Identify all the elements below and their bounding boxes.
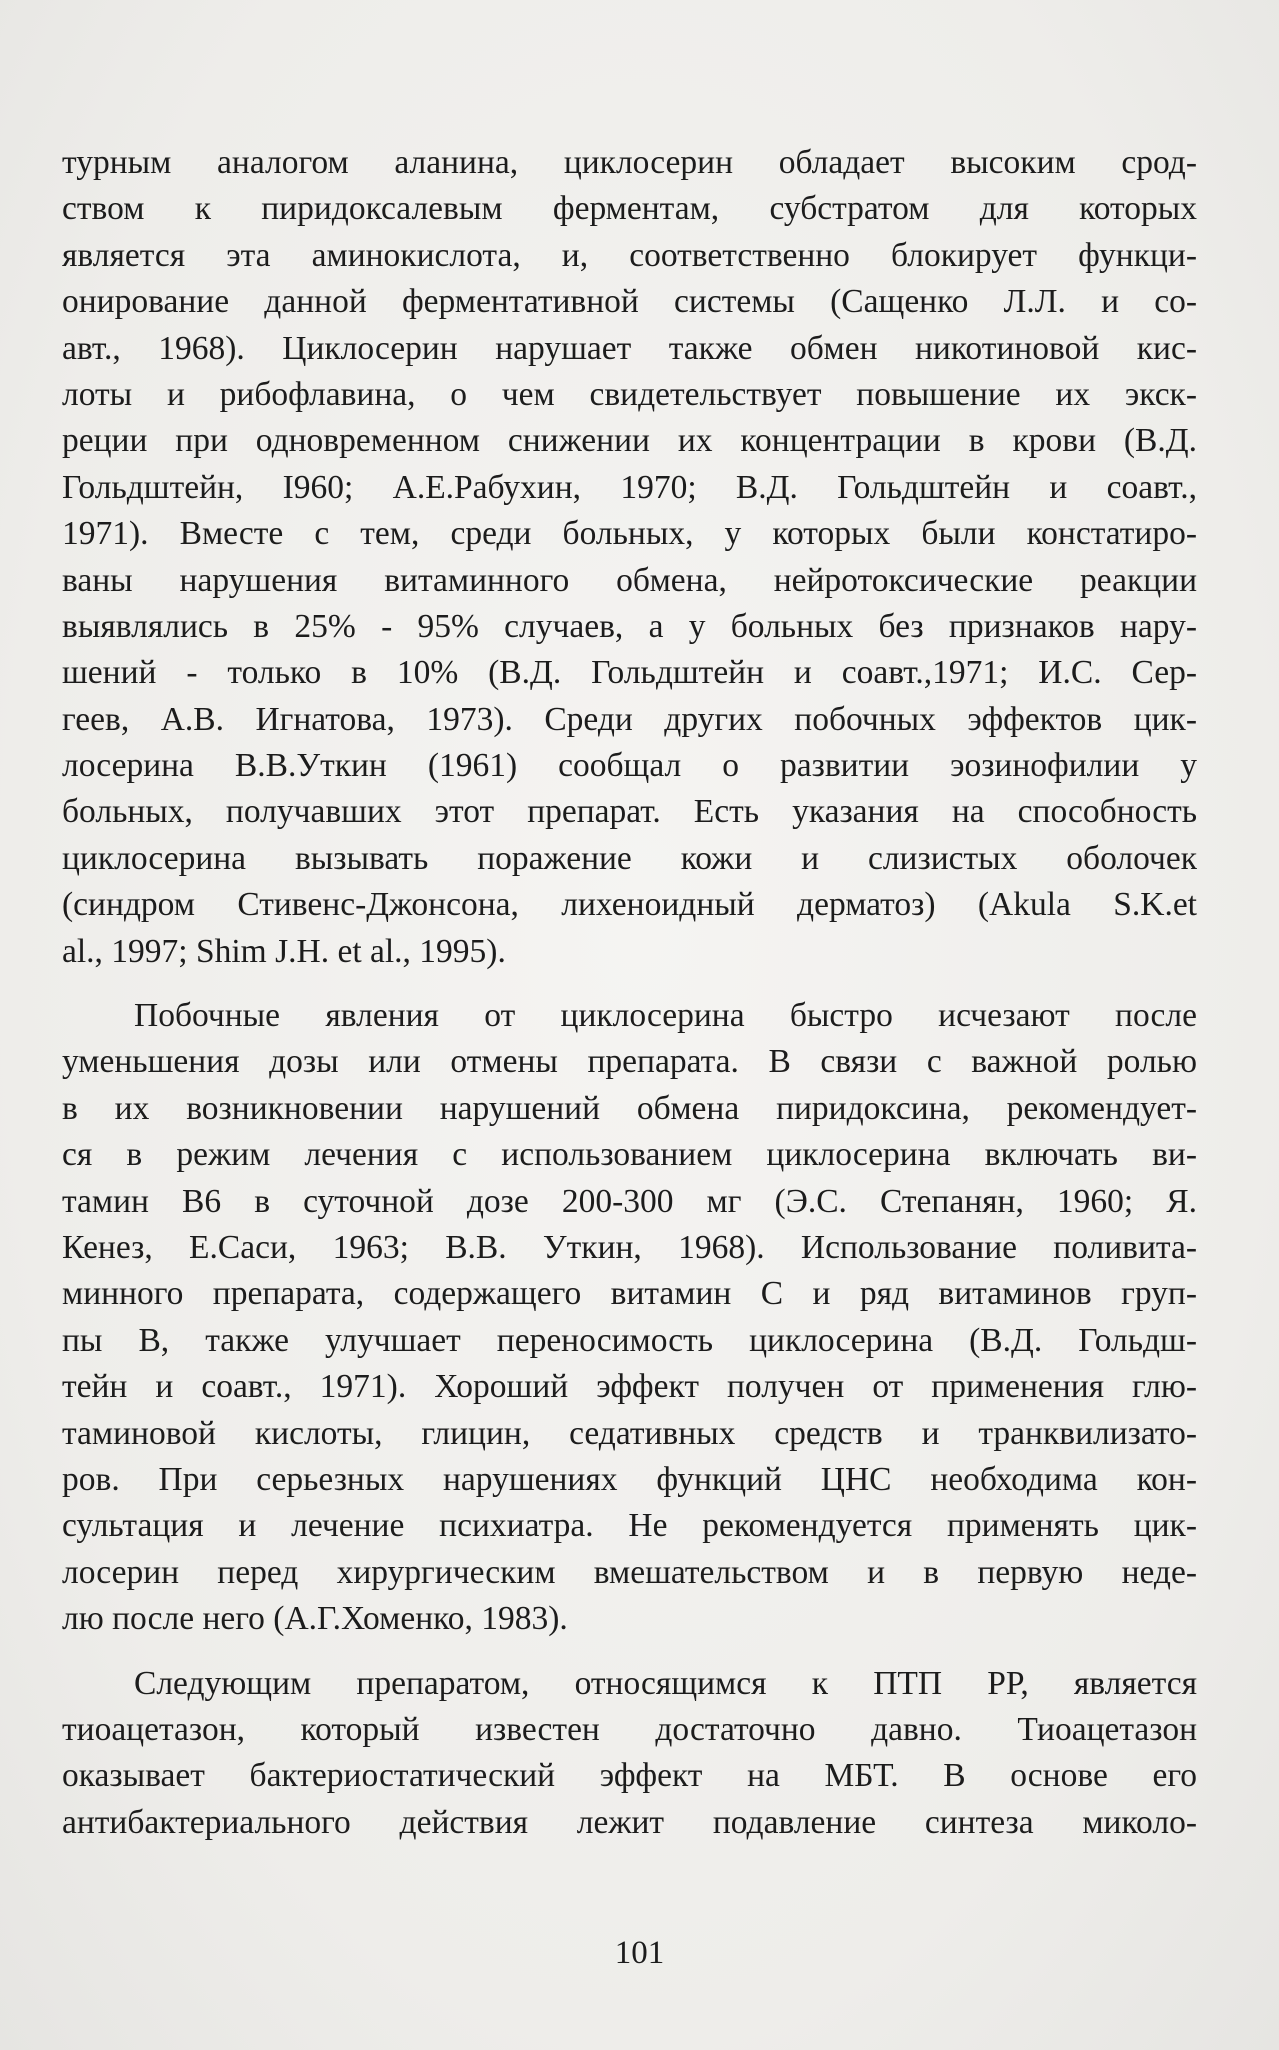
text-line: ров. При серьезных нарушениях функций ЦНС необходима кон- xyxy=(62,1460,1197,1498)
text-line: выявлялись в 25% - 95% случаев, а у больных без признаков нару- xyxy=(62,607,1197,645)
text-line: таминовой кислоты, глицин, седативных средств и транквилизато- xyxy=(62,1414,1197,1452)
text-line: авт., 1968). Циклосерин нарушает также обмен никотиновой кис- xyxy=(62,329,1197,367)
text-line: Следующим препаратом, относящимся к ПТП РР, является xyxy=(134,1664,1197,1702)
text-line: сультация и лечение психиатра. Не рекомендуется применять цик- xyxy=(62,1507,1197,1545)
text-line: минного препарата, содержащего витамин С и ряд витаминов груп- xyxy=(62,1275,1197,1313)
text-line: ством к пиридоксалевым ферментам, субстратом для которых xyxy=(62,190,1197,228)
text-line: тамин B6 в суточной дозе 200-300 мг (Э.С. Степанян, 1960; Я. xyxy=(62,1182,1197,1220)
text-line: турным аналогом аланина, циклосерин обладает высоким срод- xyxy=(62,144,1197,181)
text-line: шений - только в 10% (В.Д. Гольдштейн и соавт.,1971; И.С. Сер- xyxy=(62,654,1197,692)
text-line: онирование данной ферментативной системы (Сащенко Л.Л. и со- xyxy=(62,283,1197,321)
text-line: Побочные явления от циклосерина быстро исчезают после xyxy=(134,997,1197,1035)
text-line: (синдром Стивенс-Джонсона, лихеноидный дерматоз) (Akula S.K.et xyxy=(62,886,1197,924)
paragraph-2 xyxy=(62,993,1197,1642)
text-line: больных, получавших этот препарат. Есть указания на способность xyxy=(62,793,1197,831)
page-number: 101 xyxy=(614,1935,665,1971)
text-line: пы В, также улучшает переносимость циклосерина (В.Д. Гольдш- xyxy=(62,1321,1197,1359)
paragraph-3 xyxy=(62,1661,1197,1847)
text-line: Гольдштейн, I960; А.Е.Рабухин, 1970; В.Д. Гольдштейн и соавт., xyxy=(62,468,1197,506)
text-line: является эта аминокислота, и, соответственно блокирует функци- xyxy=(62,236,1197,274)
text-line: уменьшения дозы или отмены препарата. В связи с важной ролью xyxy=(62,1043,1197,1081)
text-line: антибактериального действия лежит подавление синтеза миколо- xyxy=(62,1803,1197,1841)
text-line: геев, А.В. Игнатова, 1973). Среди других побочных эффектов цик- xyxy=(62,700,1197,738)
text-line: реции при одновременном снижении их концентрации в крови (В.Д. xyxy=(62,422,1197,460)
text-line: лосерина В.В.Уткин (1961) сообщал о развитии эозинофилии у xyxy=(62,747,1197,785)
text-line: тиоацетазон, который известен достаточно давно. Тиоацетазон xyxy=(62,1710,1197,1748)
text-line: лю после него (А.Г.Хоменко, 1983). xyxy=(62,1600,568,1638)
text-line: в их возникновении нарушений обмена пиридоксина, рекомендует- xyxy=(62,1089,1197,1127)
text-line: 1971). Вместе с тем, среди больных, у которых были констатиро- xyxy=(62,515,1197,553)
text-line: ваны нарушения витаминного обмена, нейротоксические реакции xyxy=(62,561,1197,599)
text-line: лосерин перед хирургическим вмешательством и в первую неде- xyxy=(62,1553,1197,1591)
body-text xyxy=(62,140,1197,1846)
text-line: ся в режим лечения с использованием циклосерина включать ви- xyxy=(62,1136,1197,1174)
text-line: Кенез, Е.Саси, 1963; В.В. Уткин, 1968). Использование поливита- xyxy=(62,1228,1197,1266)
text-line: al., 1997; Shim J.H. et al., 1995). xyxy=(62,932,506,970)
paragraph-1 xyxy=(62,140,1197,975)
text-line: тейн и соавт., 1971). Хороший эффект получен от применения глю- xyxy=(62,1368,1197,1406)
text-line: оказывает бактериостатический эффект на МБТ. В основе его xyxy=(62,1757,1197,1795)
text-line: лоты и рибофлавина, о чем свидетельствует повышение их экск- xyxy=(62,375,1197,413)
text-line: циклосерина вызывать поражение кожи и слизистых оболочек xyxy=(62,839,1197,877)
